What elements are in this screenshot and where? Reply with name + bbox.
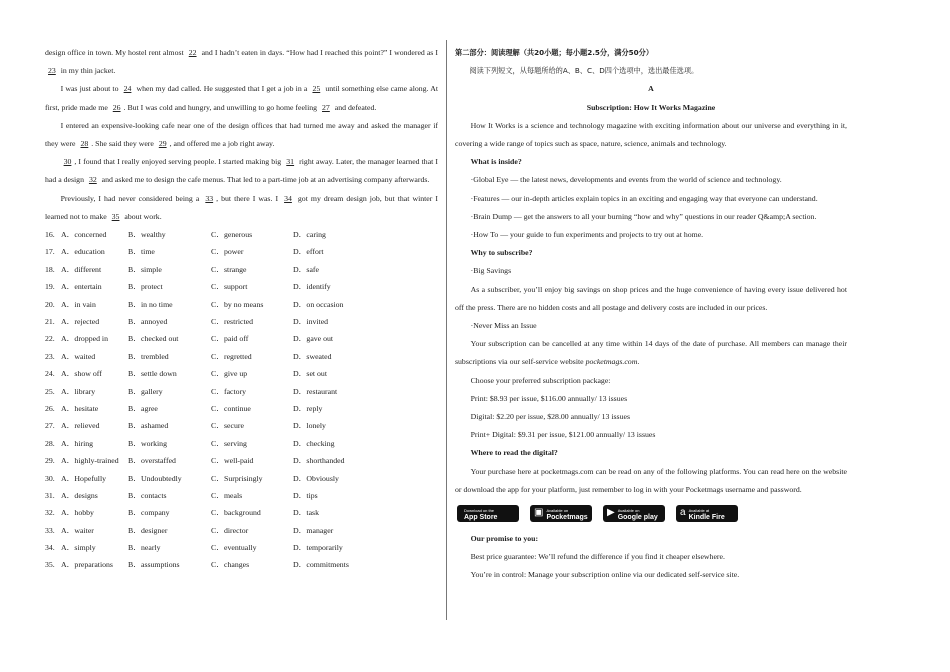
option-b: B．simple (128, 264, 162, 274)
option-d: D．invited (293, 316, 329, 326)
question-number: 19. (45, 282, 55, 292)
option-a: A．preparations (61, 560, 113, 570)
options-list (45, 226, 438, 574)
option-a: A．Hopefully (61, 473, 107, 483)
choose-text: Choose your preferred subscription package: (470, 375, 611, 385)
option-row (45, 278, 438, 295)
option-b: B．nearly (128, 543, 161, 553)
option-row (45, 330, 438, 347)
store-badge[interactable] (530, 505, 592, 522)
option-c: C．well-paid (211, 456, 254, 466)
blank-29: 29 (158, 139, 167, 149)
option-c: C．director (211, 525, 249, 535)
option-b: B．in no time (128, 299, 173, 309)
option-a: A．simply (61, 543, 96, 553)
option-d: D．reply (293, 403, 323, 413)
badge-caption: Available on (546, 507, 569, 513)
option-a: A．hiring (61, 438, 94, 448)
option-c: C．changes (211, 560, 250, 570)
paragraph: I was just about to 24 when my dad called. He suggested that I get a job in a 25 until something else came along. At first, pride made me 26 . But I was cold and hungry, and unwilling to go home feeling 27 and defeated. (45, 84, 438, 112)
question-number: 31. (45, 490, 55, 500)
passage-letter: A (648, 84, 654, 94)
question-number: 18. (45, 264, 55, 274)
store-badge[interactable] (457, 505, 519, 522)
option-d: D．identify (293, 282, 331, 292)
option-row (45, 365, 438, 382)
passage-title: Subscription: How It Works Magazine (586, 102, 716, 112)
blank-22: 22 (188, 48, 197, 57)
option-row (45, 522, 438, 539)
blank-25: 25 (312, 84, 321, 94)
option-b: B．wealthy (128, 230, 166, 240)
right-column (455, 44, 847, 585)
option-d: D．set out (293, 369, 328, 379)
option-d: D．checking (293, 438, 335, 448)
option-b: B．Undoubtedly (128, 473, 182, 483)
question-number: 17. (45, 247, 55, 257)
option-d: D．Obviously (293, 473, 339, 483)
question-number: 26. (45, 403, 55, 413)
price-print-digital: Print+ Digital: $9.31 per issue, $121.00 annually/ 13 issues (470, 430, 656, 440)
column-divider (446, 40, 447, 620)
option-row (45, 348, 438, 365)
option-a: A．dropped in (61, 334, 108, 344)
option-c: C．restricted (211, 316, 254, 326)
option-c: C．factory (211, 386, 247, 396)
option-c: C．paid off (211, 334, 249, 344)
option-d: D．on occasion (293, 299, 344, 309)
option-a: A．education (61, 247, 105, 257)
blank-24: 24 (123, 84, 132, 94)
left-column (45, 44, 438, 574)
paragraph: Previously, I had never considered being a 33 , but there I was. I 34 got my dream design job, but that winter I learned not to make 35 about work. (45, 193, 438, 221)
option-b: B．time (128, 247, 155, 257)
website-link[interactable]: pocketmags.com (585, 357, 638, 367)
question-number: 32. (45, 508, 55, 518)
option-a: A．relieved (61, 421, 100, 431)
blank-26: 26 (112, 102, 121, 112)
option-b: B．contacts (128, 490, 167, 500)
question-number: 24. (45, 369, 55, 379)
option-d: D．manager (293, 525, 334, 535)
option-row (45, 470, 438, 487)
blank-31: 31 (286, 157, 295, 167)
option-row (45, 556, 438, 573)
blank-34: 34 (284, 193, 292, 203)
blank-27: 27 (322, 102, 330, 112)
option-d: D．safe (293, 264, 319, 274)
option-a: A．show off (61, 369, 102, 379)
option-d: D．lonely (293, 421, 326, 431)
option-a: A．designs (61, 490, 98, 500)
question-number: 20. (45, 299, 55, 309)
option-d: D．gave out (293, 334, 334, 344)
option-b: B．gallery (128, 386, 163, 396)
option-c: C．support (211, 282, 248, 292)
where-text: Your purchase here at pocketmags.com can be read on any of the following platforms. You can read here on the website or download the app for your platform, just remember to log in with your Pocketmags username and password. (455, 466, 847, 494)
intro-paragraph: How It Works is a science and technology magazine with exciting information about our universe and everything in it, covering a wide range of topics such as space, nature, science, animals and technology. (455, 120, 847, 149)
option-b: B．designer (128, 525, 168, 535)
option-d: D．sweated (293, 351, 332, 361)
option-row (45, 313, 438, 330)
paragraph: design office in town. My hostel rent almost 22 and I hadn’t eaten in days. “How had I reached this point?” I wondered as I 23 in my thin jacket. (45, 48, 438, 76)
option-b: B．protect (128, 282, 163, 292)
option-row (45, 452, 438, 469)
question-number: 27. (45, 421, 55, 431)
heading-where: Where to read the digital? (470, 448, 558, 458)
question-number: 29. (45, 456, 55, 466)
badge-caption: Available at (688, 507, 710, 513)
option-c: C．Surprisingly (211, 473, 263, 483)
why-item: ·Big Savings (470, 266, 512, 276)
option-c: C．by no means (211, 299, 264, 309)
option-a: A．hobby (61, 508, 94, 518)
option-c: C．give up (211, 369, 248, 379)
paragraph: 30 , I found that I really enjoyed serving people. I started making big 31 right away. Later, the manager learned that I had a design 32 and asked me to design the cafe menus. That led to a part-time job at an advertising company afterwards. (45, 157, 438, 185)
inside-item: ·Features — our in-depth articles explain topics in an exciting and engaging way that everyone can understand. (470, 193, 818, 203)
option-row (45, 261, 438, 278)
question-number: 21. (45, 316, 55, 326)
blank-23: 23 (48, 66, 56, 76)
store-badge[interactable] (676, 505, 738, 522)
heading-why: Why to subscribe? (470, 248, 533, 258)
section-title: 第二部分：阅读理解（共20小题；每小题2.5分，满分50分） (455, 48, 654, 57)
option-d: D．task (293, 508, 319, 518)
why-item: ·Never Miss an Issue (470, 321, 537, 331)
price-digital: Digital: $2.20 per issue, $28.00 annually/ 13 issues (470, 412, 630, 422)
google-play-icon: ▶ (607, 507, 615, 519)
option-a: A．rejected (61, 316, 100, 326)
option-row (45, 504, 438, 521)
option-a: A．concerned (61, 230, 107, 240)
badge-store-name: Pocketmags (546, 513, 588, 521)
option-c: C．secure (211, 421, 244, 431)
option-c: C．power (211, 247, 244, 257)
option-c: C．regretted (211, 351, 252, 361)
option-d: D．restaurant (293, 386, 338, 396)
option-d: D．shorthanded (293, 456, 345, 466)
option-b: B．annoyed (128, 316, 168, 326)
option-d: D．temporarily (293, 543, 343, 553)
heading-inside: What is inside? (470, 157, 522, 167)
question-number: 25. (45, 386, 55, 396)
inside-item: ·Brain Dump — get the answers to all your burning “how and why” questions in our reader Q&amp;A section. (470, 211, 817, 221)
amazon-icon: a (680, 507, 686, 519)
option-b: B．trembled (128, 351, 169, 361)
option-d: D．caring (293, 230, 326, 240)
option-row (45, 417, 438, 434)
option-c: C．strange (211, 264, 247, 274)
blank-30: 30 (63, 157, 72, 167)
why-text: As a subscriber, you’ll enjoy big savings on shop prices and the huge convenience of having every issue delivered hot off the press. There are no hidden costs and all postage and delivery costs are included in our prices. (455, 284, 847, 312)
blank-28: 28 (80, 139, 89, 149)
question-number: 35. (45, 560, 55, 570)
option-b: B．checked out (128, 334, 179, 344)
option-c: C．background (211, 508, 261, 518)
badge-caption: Download on the (464, 507, 495, 513)
option-a: A．library (61, 386, 96, 396)
option-a: A．waiter (61, 525, 94, 535)
option-b: B．ashamed (128, 421, 169, 431)
option-b: B．company (128, 508, 170, 518)
option-d: D．effort (293, 247, 324, 257)
option-row (45, 400, 438, 417)
inside-item: ·Global Eye — the latest news, developments and events from the world of science and technology. (470, 175, 782, 185)
option-b: B．agree (128, 403, 158, 413)
badge-caption: Available on (617, 507, 640, 513)
option-a: A．in vain (61, 299, 96, 309)
option-row (45, 383, 438, 400)
inside-item: ·How To — your guide to fun experiments and projects to try out at home. (470, 230, 704, 240)
option-row (45, 243, 438, 260)
option-row (45, 539, 438, 556)
option-row (45, 296, 438, 313)
option-d: D．tips (293, 490, 318, 500)
option-row (45, 435, 438, 452)
option-a: A．different (61, 264, 102, 274)
option-b: B．overstaffed (128, 456, 176, 466)
store-badge[interactable] (603, 505, 665, 522)
option-c: C．generous (211, 230, 253, 240)
store-badges (457, 505, 847, 522)
option-row (45, 487, 438, 504)
option-d: D．commitments (293, 560, 349, 570)
badge-store-name: Google play (617, 513, 658, 521)
option-row (45, 226, 438, 243)
option-b: B．assumptions (128, 560, 180, 570)
promise-item: Best price guarantee: We’ll refund the difference if you find it cheaper elsewhere. (470, 552, 725, 562)
blank-32: 32 (88, 175, 97, 185)
badge-store-name: App Store (464, 513, 498, 521)
question-number: 22. (45, 334, 55, 344)
question-number: 34. (45, 543, 55, 553)
blank-35: 35 (111, 211, 120, 221)
paragraph: I entered an expensive-looking cafe near one of the design offices that had turned me away and asked the manager if they were 28 . She said they were 29 , and offered me a job right away. (45, 120, 438, 149)
option-a: A．entertain (61, 282, 102, 292)
option-c: C．continue (211, 403, 251, 413)
option-a: A．waited (61, 351, 96, 361)
option-a: A．hesitate (61, 403, 99, 413)
option-c: C．serving (211, 438, 247, 448)
pocketmags-icon: ▣ (534, 507, 544, 519)
option-a: A．highly-trained (61, 456, 119, 466)
question-number: 28. (45, 438, 55, 448)
option-b: B．working (128, 438, 167, 448)
question-number: 23. (45, 351, 55, 361)
badge-store-name: Kindle Fire (688, 513, 725, 521)
blank-33: 33 (205, 193, 214, 203)
option-c: C．eventually (211, 543, 257, 553)
option-c: C．meals (211, 490, 243, 500)
option-b: B．settle down (128, 369, 177, 379)
promise-item: You’re in control: Manage your subscription online via our dedicated self-service site. (470, 570, 740, 580)
question-number: 30. (45, 473, 55, 483)
instruction: 阅读下列短文，从每题所给的A、B、C、D四个选项中，选出最佳选项。 (469, 66, 699, 76)
question-number: 16. (45, 230, 55, 240)
price-print: Print: $8.93 per issue, $116.00 annually/ 13 issues (470, 393, 628, 403)
heading-promise: Our promise to you: (470, 534, 539, 544)
question-number: 33. (45, 525, 55, 535)
why-text: Your subscription can be cancelled at any time within 14 days of the date of purchase. All members can manage their subscriptions via our self-service website pocketmags.com. (455, 339, 847, 367)
